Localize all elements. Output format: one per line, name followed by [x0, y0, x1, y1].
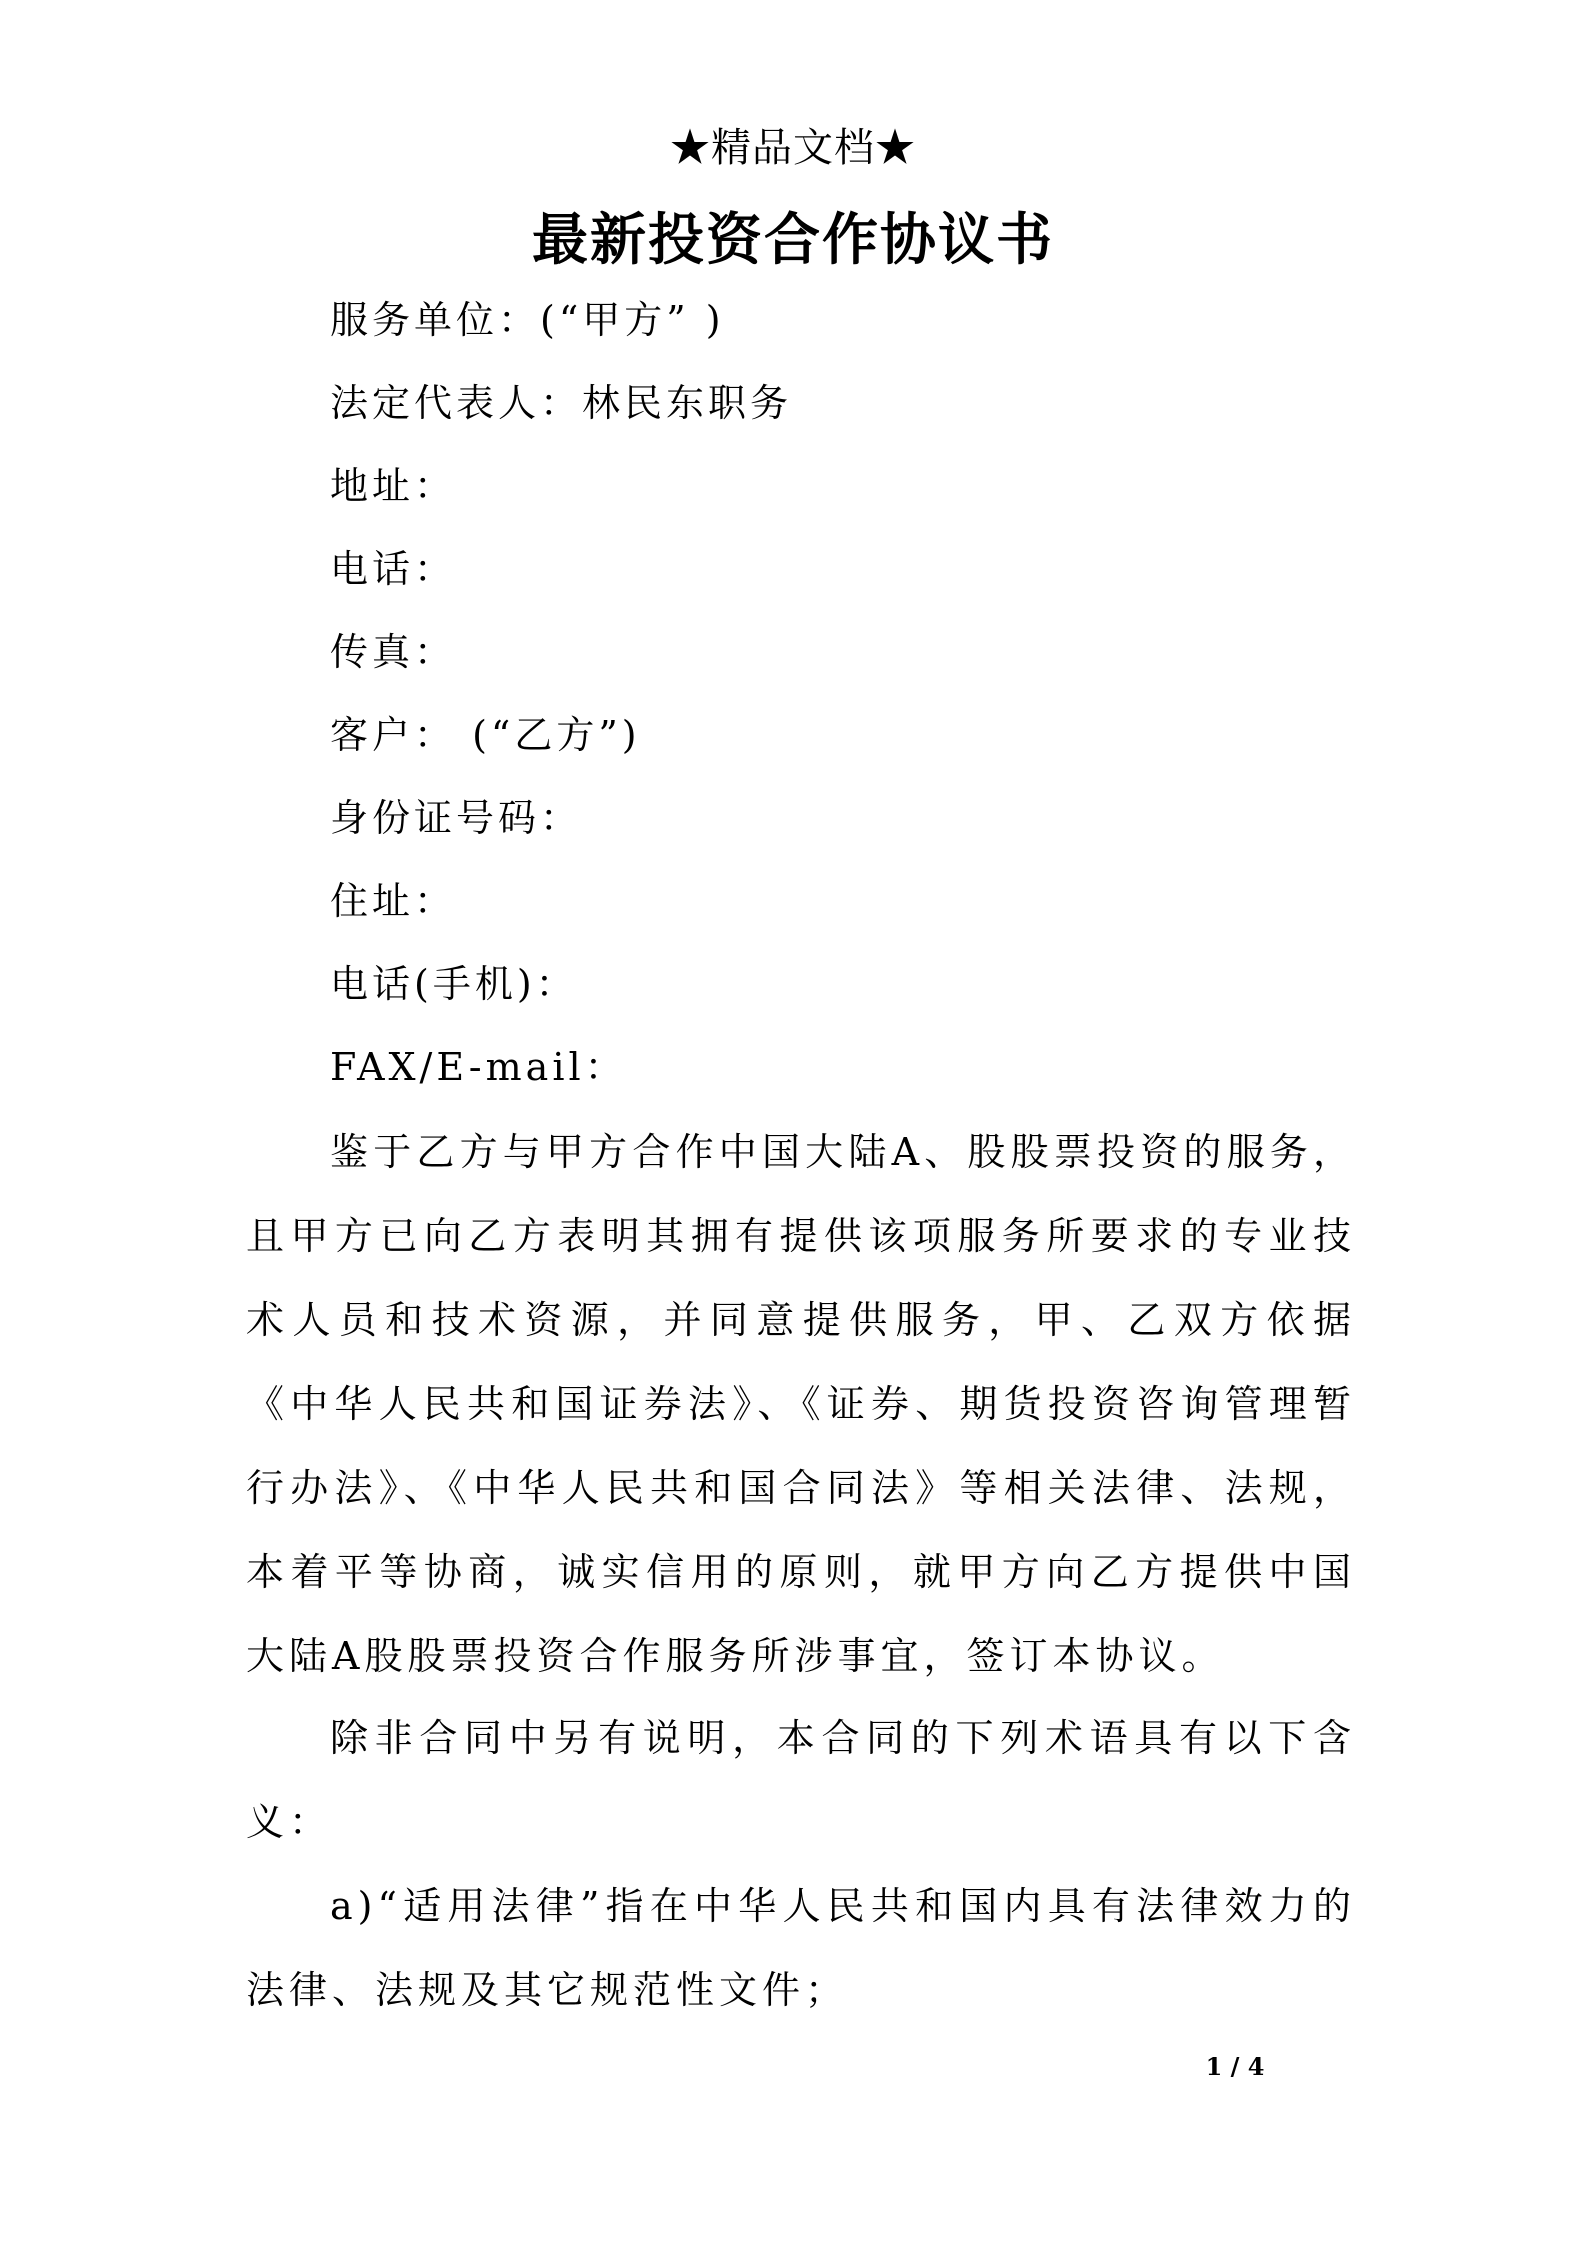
document-title: 最新投资合作协议书 [532, 207, 1054, 273]
field-service-unit: 服务单位：(“甲方” ) [330, 298, 725, 342]
field-residence: 住址： [330, 879, 457, 923]
field-fax: 传真： [330, 630, 457, 674]
field-id-number: 身份证号码： [330, 796, 583, 840]
field-legal-representative: 法定代表人：林民东职务 [330, 381, 793, 425]
paragraph-preamble: 鉴于乙方与甲方合作中国大陆A、股股票投资的服务，且甲方已向乙方表明其拥有提供该项服务所要求的专业技术人员和技术资源，并同意提供服务，甲、乙双方依据《中华人民共和国证券法》、《证券、期货投资咨询管理暂行办法》、《中华人民共和国合同法》等相关法律、法规，本着平等协商，诚实信用的原则，就甲方向乙方提供中国大陆A股股票投资合作服务所涉事宜，签订本协议。 [246, 1130, 1356, 1678]
field-customer: 客户： (“乙方”) [330, 713, 641, 757]
paragraph-definitions-intro: 除非合同中另有说明，本合同的下列术语具有以下含义： [246, 1716, 1356, 1844]
header-mark: ★精品文档★ [670, 125, 916, 171]
paragraph-definition-a: a)“适用法律”指在中华人民共和国内具有法律效力的法律、法规及其它规范性文件； [246, 1884, 1356, 2012]
page-number: 1 / 4 [1205, 2052, 1265, 2081]
field-address: 地址： [330, 464, 457, 508]
field-phone: 电话： [330, 547, 457, 591]
field-fax-email: FAX/E-mail： [330, 1045, 627, 1089]
field-mobile: 电话(手机)： [330, 962, 578, 1006]
